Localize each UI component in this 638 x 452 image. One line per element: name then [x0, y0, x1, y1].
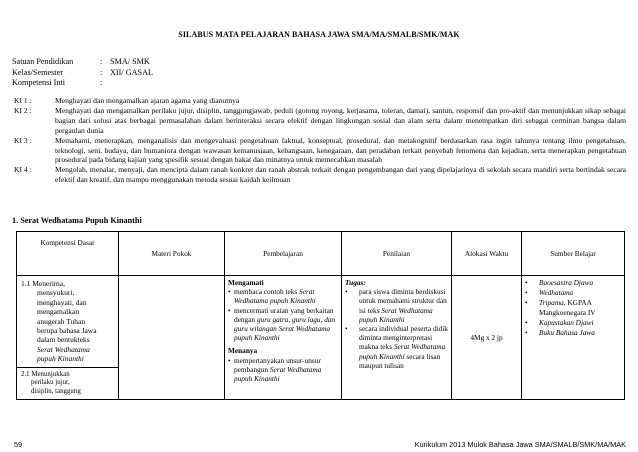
item-text: para siswa diminta berdiskusi untuk memahami struktur dan isi teks — [359, 287, 447, 315]
item-text: mempertanyakan unsur-unsur pembangun — [234, 355, 321, 374]
kd-line: mengamalkan — [37, 307, 80, 317]
meta-row-ki — [12, 78, 153, 89]
kd-item-1-1 — [17, 276, 118, 368]
source-title: Wedhatama — [539, 288, 574, 298]
kompetensi-inti-list — [14, 96, 626, 185]
kd-item-2-1 — [17, 368, 118, 400]
header-sumber-belajar: Sumber Belajar — [522, 232, 625, 276]
item-text-italic: Serat Wedhatama pupuh Kinanthi — [359, 305, 433, 324]
source-detail: , KGPAA Mangkoenegara IV — [539, 298, 596, 317]
menanya-heading: Menanya — [228, 346, 258, 356]
penilaian-cell — [342, 276, 452, 400]
meta-separator: : — [100, 57, 103, 66]
bullet-icon: • — [345, 287, 348, 297]
list-item — [525, 298, 621, 316]
ki-key: KI 1 : — [14, 96, 32, 105]
kd-line: berupa bahasa Jawa — [37, 326, 97, 336]
header-kompetensi-dasar: Kompetensi Dasar — [17, 232, 119, 276]
kd-line: mensyukuri, — [37, 288, 75, 298]
list-item — [525, 288, 621, 297]
source-title: Baoesastra Djawa — [539, 278, 594, 287]
list-item — [345, 324, 448, 370]
bullet-icon: • — [228, 305, 231, 315]
source-title: Buku Bahasa Jawa — [539, 328, 595, 338]
footer-curriculum: Kurikulum 2013 Mulok Bahasa Jawa SMA/SMALB/SMK/MA/MAK — [414, 440, 626, 449]
kompetensi-dasar-cell — [17, 276, 119, 400]
kd-line: pupuh Kinanthi — [37, 354, 84, 364]
materi-pokok-cell — [119, 276, 225, 400]
bullet-icon: • — [525, 298, 528, 308]
sumber-belajar-cell — [522, 276, 625, 400]
ki-item-4 — [14, 165, 626, 185]
bullet-icon: • — [228, 355, 231, 365]
kd-line: dalam bentukteks — [37, 335, 90, 345]
table-row — [17, 276, 625, 400]
kd-line: anugerah Tuhan — [37, 316, 86, 326]
header-alokasi-waktu: Alokasi Waktu — [452, 232, 522, 276]
list-item — [228, 356, 338, 384]
mengamati-heading: Mengamati — [228, 278, 264, 287]
item-text: secara lisan maupun tulisan — [359, 351, 441, 370]
bullet-icon: • — [228, 287, 231, 297]
meta-separator: : — [100, 67, 103, 77]
kd-line: perilaku jujur, — [31, 379, 70, 387]
meta-separator: : — [100, 78, 103, 87]
list-item — [228, 287, 338, 305]
ki-item-2 — [14, 106, 626, 136]
meta-row-kelas — [12, 68, 153, 79]
table-header-row — [17, 232, 625, 276]
alokasi-waktu-cell: 4Mg x 2 jp — [452, 276, 522, 400]
bullet-icon: • — [525, 328, 528, 338]
ki-text: Menghayati dan mengamalkan ajaran agama yang dianutnya — [55, 96, 240, 105]
page-number: 59 — [14, 440, 23, 449]
meta-value: SMA/ SMK — [110, 57, 150, 66]
ki-key: KI 3 : — [14, 135, 32, 145]
ki-item-3 — [14, 136, 626, 166]
kd-line: Menunjukkan — [31, 370, 70, 378]
item-text: secara individual peserta didik diminta menginterpretasi makna teks — [359, 324, 448, 352]
list-item — [228, 306, 338, 343]
meta-key: Kelas/Semester — [12, 67, 63, 77]
bullet-icon: • — [525, 317, 528, 327]
item-text: mencermati uraian yang berkaitan dengan — [234, 305, 334, 324]
meta-value: XII/ GASAL — [110, 67, 153, 77]
header-pembelajaran: Pembelajaran — [225, 232, 342, 276]
bullet-icon: • — [525, 288, 528, 298]
source-title: Kapustakan Djawi — [539, 317, 594, 327]
ki-item-1 — [14, 96, 626, 106]
section-heading: 1. Serat Wedhatama Pupuh Kinanthi — [12, 216, 142, 225]
item-text-italic: Serat Wedhatama pupuh Kinanthi — [234, 287, 316, 306]
kd-line: Menerima, — [32, 279, 65, 288]
kd-line: menghayati, dan — [37, 297, 87, 307]
kd-number: 2.1 — [21, 370, 30, 378]
item-text: membaca contoh teks — [234, 287, 300, 297]
document-title: SILABUS MATA PELAJARAN BAHASA JAWA SMA/MA/SMALB/SMK/MAK — [178, 30, 460, 39]
tugas-heading: Tugas: — [345, 278, 366, 287]
item-text-italic: Serat Wedhatama pupuh Kinanthi — [234, 364, 322, 384]
item-text-italic: Serat Wedhatama pupuh Kinanthi — [359, 342, 446, 361]
ki-text: Mengolah, menalar, menyaji, dan mencipta dalam ranah konkret dan ranah abstrak terkait dengan pengembangan dari yang dipelajarinya di sekolah secara mandiri serta bertindak secara efektif dan kreatif, dan mampu menggunakan metoda sesuai kaidah keilmuan — [55, 165, 626, 185]
identity-block — [12, 57, 153, 89]
header-penilaian: Penilaian — [342, 232, 452, 276]
bullet-icon: • — [345, 324, 348, 334]
source-title: Tripama — [539, 298, 564, 308]
kd-line: disiplin, tanggung — [31, 387, 81, 395]
ki-text: Menghayati dan mengamalkan perilaku jujur, disiplin, tanggungjawab, peduli (gotong royong, kerjasama, toleran, damai), santun, responsif dan pro-aktif dan menunjukkan sikap sebagai bagian dari solusi atas berbagai permasalahan dalam berinteraksi secara efektif dengan lingkungan sosial dan alam serta dalam menempatkan diri sebagai cerminan bangsa dalam pergaulan dunia — [55, 105, 626, 135]
header-materi-pokok: Materi Pokok — [119, 232, 225, 276]
meta-row-satuan — [12, 57, 153, 68]
bullet-icon: • — [525, 278, 528, 287]
pembelajaran-cell — [225, 276, 342, 400]
list-item — [525, 318, 621, 327]
list-item — [525, 328, 621, 337]
list-item — [525, 278, 621, 287]
meta-key: Kompetensi Inti — [12, 78, 65, 87]
list-item — [345, 287, 448, 324]
kd-number: 1.1 — [21, 279, 31, 288]
ki-key: KI 4 : — [14, 165, 32, 175]
ki-key: KI 2 : — [14, 105, 32, 115]
kd-line: Serat Wedhatama — [37, 344, 90, 354]
item-text-italic: guru gatra, guru lagu, dan guru wilangan Serat Wedhatama pupuh Kinanthi — [234, 314, 336, 343]
ki-text: Memahami, menerapkan, menganalisis dan mengevaluasi pengetahuan faktual, konseptual, prosedural, dan metakognitif berdasarkan rasa ingin tahunya tentang ilmu pengetahuan, teknologi, seni, budaya, dan humaniora dengan wawasan kemanusiaan, kebangsaan, kenegaraan, dan peradaban terkait penyebab fenomena dan kejadian, serta menerapkan pengetahuan prosedural pada bidang kajian yang spesifik sesuai dengan bakat dan minatnya untuk memecahkan masalah — [55, 135, 626, 165]
meta-key: Satuan Pendidikan — [12, 57, 74, 66]
syllabus-table — [16, 231, 625, 400]
